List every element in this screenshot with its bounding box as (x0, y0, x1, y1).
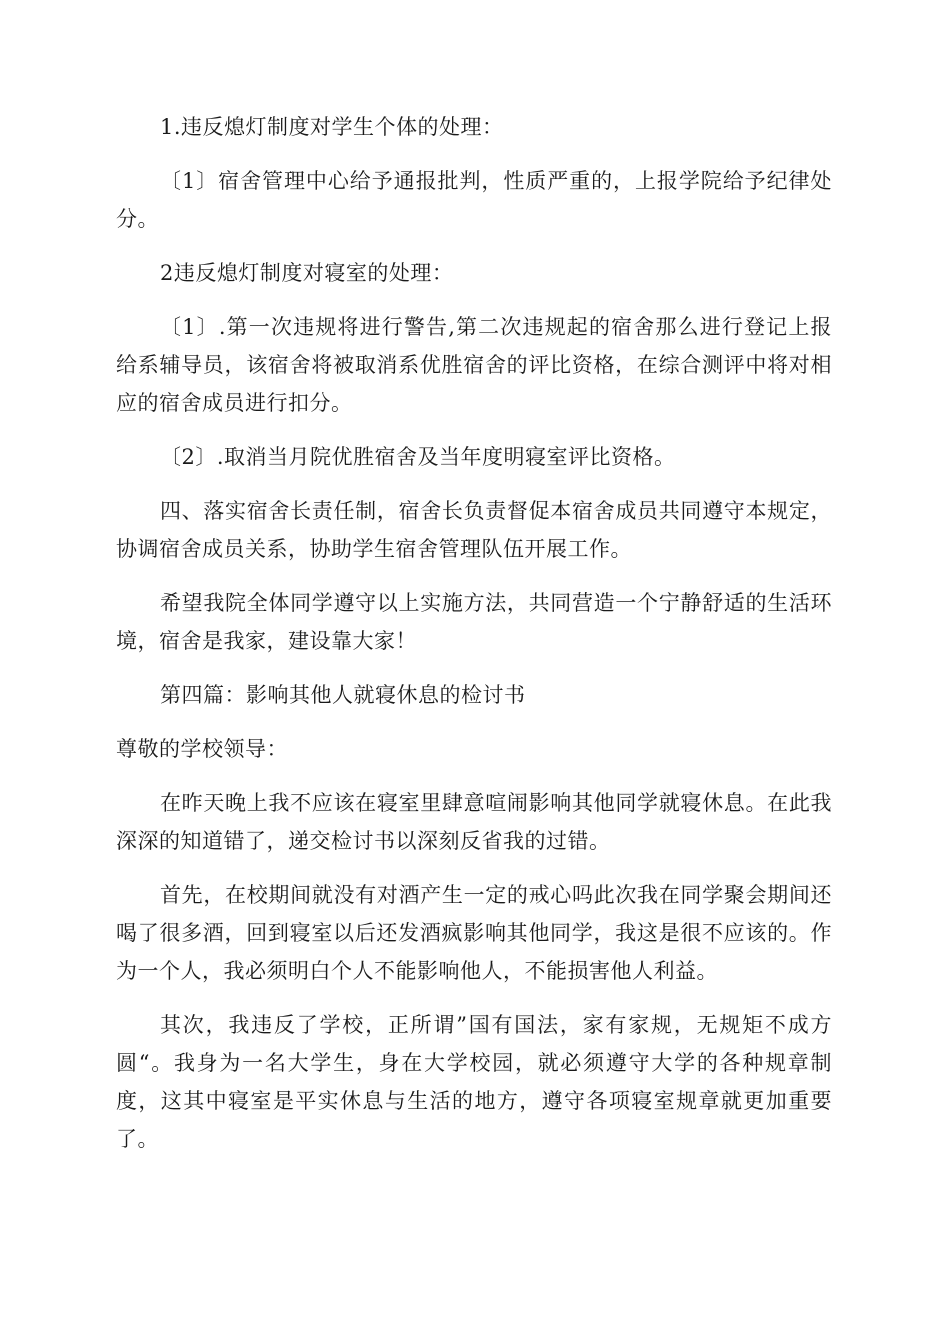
paragraph-closing-wish: 希望我院全体同学遵守以上实施方法，共同营造一个宁静舒适的生活环境，宿舍是我家，建设靠大家！ (116, 591, 832, 653)
paragraph-second-point: 其次，我违反了学校，正所谓”国有国法，家有家规，无规矩不成方圆“。我身为一名大学生，身在大学校园，就必须遵守大学的各种规章制度，这其中寝室是平实休息与生活的地方，遵守各项寝室规章就更加重要了。 (116, 1013, 832, 1151)
paragraph-dorm-leader: 四、落实宿舍长责任制，宿舍长负责督促本宿舍成员共同遵守本规定，协调宿舍成员关系，协助学生宿舍管理队伍开展工作。 (116, 499, 832, 561)
paragraph-dorm-penalty-2: 〔2〕.取消当月院优胜宿舍及当年度明寝室评比资格。 (160, 445, 676, 469)
paragraph-first-point: 首先，在校期间就没有对酒产生一定的戒心吗此次我在同学聚会期间还喝了很多酒，回到寝室以后还发酒疯影响其他同学，我这是很不应该的。作为一个人，我必须明白个人不能影响他人，不能损害他人利益。 (116, 883, 832, 983)
paragraph-dorm-penalty-1: 〔1〕.第一次违规将进行警告,第二次违规起的宿舍那么进行登记上报给系辅导员，该宿舍将被取消系优胜宿舍的评比资格，在综合测评中将对相应的宿舍成员进行扣分。 (116, 315, 832, 415)
paragraph-individual-penalty: 〔1〕宿舍管理中心给予通报批判，性质严重的，上报学院给予纪律处分。 (116, 169, 832, 231)
document-body (116, 108, 832, 1174)
salutation: 尊敬的学校领导： (116, 737, 288, 761)
paragraph-lights-out-individual: 1.违反熄灯制度对学生个体的处理： (160, 115, 504, 139)
paragraph-lights-out-dorm: 2违反熄灯制度对寝室的处理： (160, 261, 454, 285)
paragraph-apology: 在昨天晚上我不应该在寝室里肆意喧闹影响其他同学就寝休息。在此我深深的知道错了，递交检讨书以深刻反省我的过错。 (116, 791, 832, 853)
section-heading: 第四篇：影响其他人就寝休息的检讨书 (160, 683, 526, 707)
